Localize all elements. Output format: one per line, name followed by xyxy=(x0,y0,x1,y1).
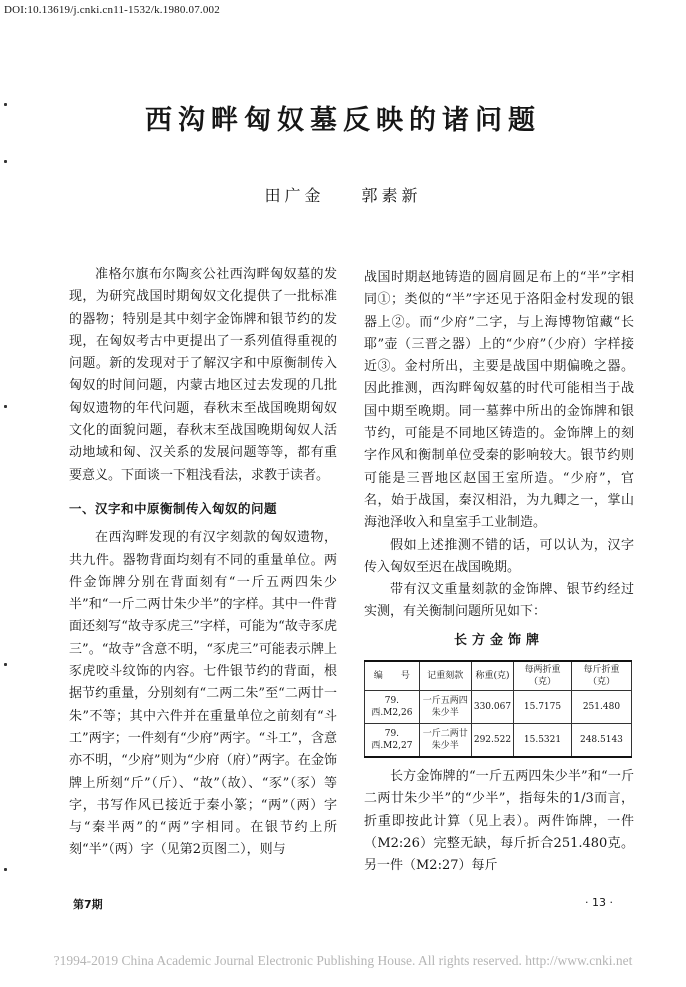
table-cell: 一斤五两四朱少半 xyxy=(419,691,471,724)
scan-mark xyxy=(4,868,7,871)
table-cell: 79.西.M2,27 xyxy=(365,724,420,758)
table-header-cell: 称重(克) xyxy=(471,661,513,691)
scan-mark xyxy=(4,405,7,408)
table-title: 长方金饰牌 xyxy=(453,632,544,648)
author-name: 田广金 xyxy=(264,186,325,205)
scan-mark xyxy=(4,160,7,163)
table-cell: 251.480 xyxy=(571,691,631,724)
body-paragraph: 假如上述推测不错的话，可以认为，汉字传入匈奴至迟在战国晚期。 xyxy=(364,537,634,575)
author-name: 郭素新 xyxy=(361,186,422,205)
issue-number: 第7期 xyxy=(73,898,103,911)
section-heading: 一、汉字和中原衡制传入匈奴的问题 xyxy=(69,500,278,516)
authors xyxy=(0,183,686,206)
table-header-cell: 每两折重（克） xyxy=(514,661,572,691)
table-cell: 248.5143 xyxy=(571,724,631,758)
copyright-notice: ?1994-2019 China Academic Journal Electronic Publishing House. All rights reserved. http://www.cnki.net xyxy=(53,953,633,968)
table-row xyxy=(365,724,632,758)
left-column xyxy=(69,264,337,862)
body-paragraph: 带有汉文重量刻款的金饰牌、银节约经过实测，有关衡制问题所见如下： xyxy=(364,582,634,620)
table-cell: 15.5321 xyxy=(514,724,572,758)
table-cell: 15.7175 xyxy=(514,691,572,724)
body-paragraph: 战国时期赵地铸造的圆肩圆足布上的“半”字相同①；类似的“半”字还见于洛阳金村发现的银器上②。而“少府”二字，与上海博物馆藏“长耶”壶（三晋之器）上的“少府”（少府）字样接近③。金村所出，主要是战国中期偏晚之器。因此推测，西沟畔匈奴墓的时代可能相当于战国中期至晚期。同一墓葬中所出的金饰牌和银节约，可能是不同地区铸造的。金饰牌上的刻字作风和衡制单位受秦的影响较大。银节约则可能是三晋地区赵国王室所造。“少府”，官名，始于战国，秦汉相沿，为九卿之一，掌山海池泽收入和皇室手工业制造。 xyxy=(364,270,634,531)
doi-header: DOI:10.13619/j.cnki.cn11-1532/k.1980.07.002 xyxy=(4,4,220,16)
table-cell: 292.522 xyxy=(471,724,513,758)
weights-table xyxy=(364,660,632,758)
table-cell: 330.067 xyxy=(471,691,513,724)
table-header-cell: 每斤折重（克） xyxy=(571,661,631,691)
table-cell: 79.西.M2,26 xyxy=(365,691,420,724)
article-title: 西沟畔匈奴墓反映的诸问题 xyxy=(145,105,541,136)
table-cell: 一斤二两廿朱少半 xyxy=(419,724,471,758)
table-header-cell: 编 号 xyxy=(365,661,420,691)
scan-mark xyxy=(4,663,7,666)
right-column xyxy=(364,267,634,878)
body-paragraph: 长方金饰牌的“一斤五两四朱少半”和“一斤二两廿朱少半”的“少半”，指每朱的1/3而言，折重即按此计算（见上表）。两件饰牌，一件（M2:26）完整无缺，每斤折合251.480克。另一件（M2:27）每斤 xyxy=(364,769,634,874)
body-paragraph: 准格尔旗布尔陶亥公社西沟畔匈奴墓的发现，为研究战国时期匈奴文化提供了一批标准的器物；特别是其中刻字金饰牌和银节约的发现，在匈奴考古中更提出了一系列值得重视的问题。新的发现对于了解汉字和中原衡制传入匈奴的时间问题，内蒙古地区过去发现的几批匈奴遗物的年代问题，春秋末至战国晚期匈奴文化的面貌问题，春秋末至战国晚期匈奴人活动地域和匈、汉关系的发展问题等等，都有重要意义。下面谈一下粗浅看法，求教于读者。 xyxy=(69,267,337,483)
body-paragraph: 在西沟畔发现的有汉字刻款的匈奴遗物，共九件。器物背面均刻有不同的重量单位。两件金饰牌分别在背面刻有“一斤五两四朱少半”和“一斤二两廿朱少半”的字样。其中一件背面还刻写“故寺豕虎三”字样，可能为“故寺豕虎三”。“故寺”含意不明，“豕虎三”可能表示牌上豕虎咬斗纹饰的内容。七件银节约的背面，根据节约重量，分别刻有“二两二朱”至“二两廿一朱”不等；其中六件并在重量单位之前刻有“斗工”两字；一件刻有“少府”两字。“斗工”，含意亦不明，“少府”则为“少府（府）”两字。在金饰牌上所刻“斤”（斤）、“故”（故）、“豕”（豕）等字，书写作风已接近于秦小篆；“两”（两）字与“秦半两”的“两”字相同。在银节约上所刻“半”（两）字（见第2页图二），则与 xyxy=(69,530,337,858)
page-number: · 13 · xyxy=(585,896,613,909)
table-row xyxy=(365,691,632,724)
table-header-row xyxy=(365,661,632,691)
table-header-cell: 记重刻款 xyxy=(419,661,471,691)
